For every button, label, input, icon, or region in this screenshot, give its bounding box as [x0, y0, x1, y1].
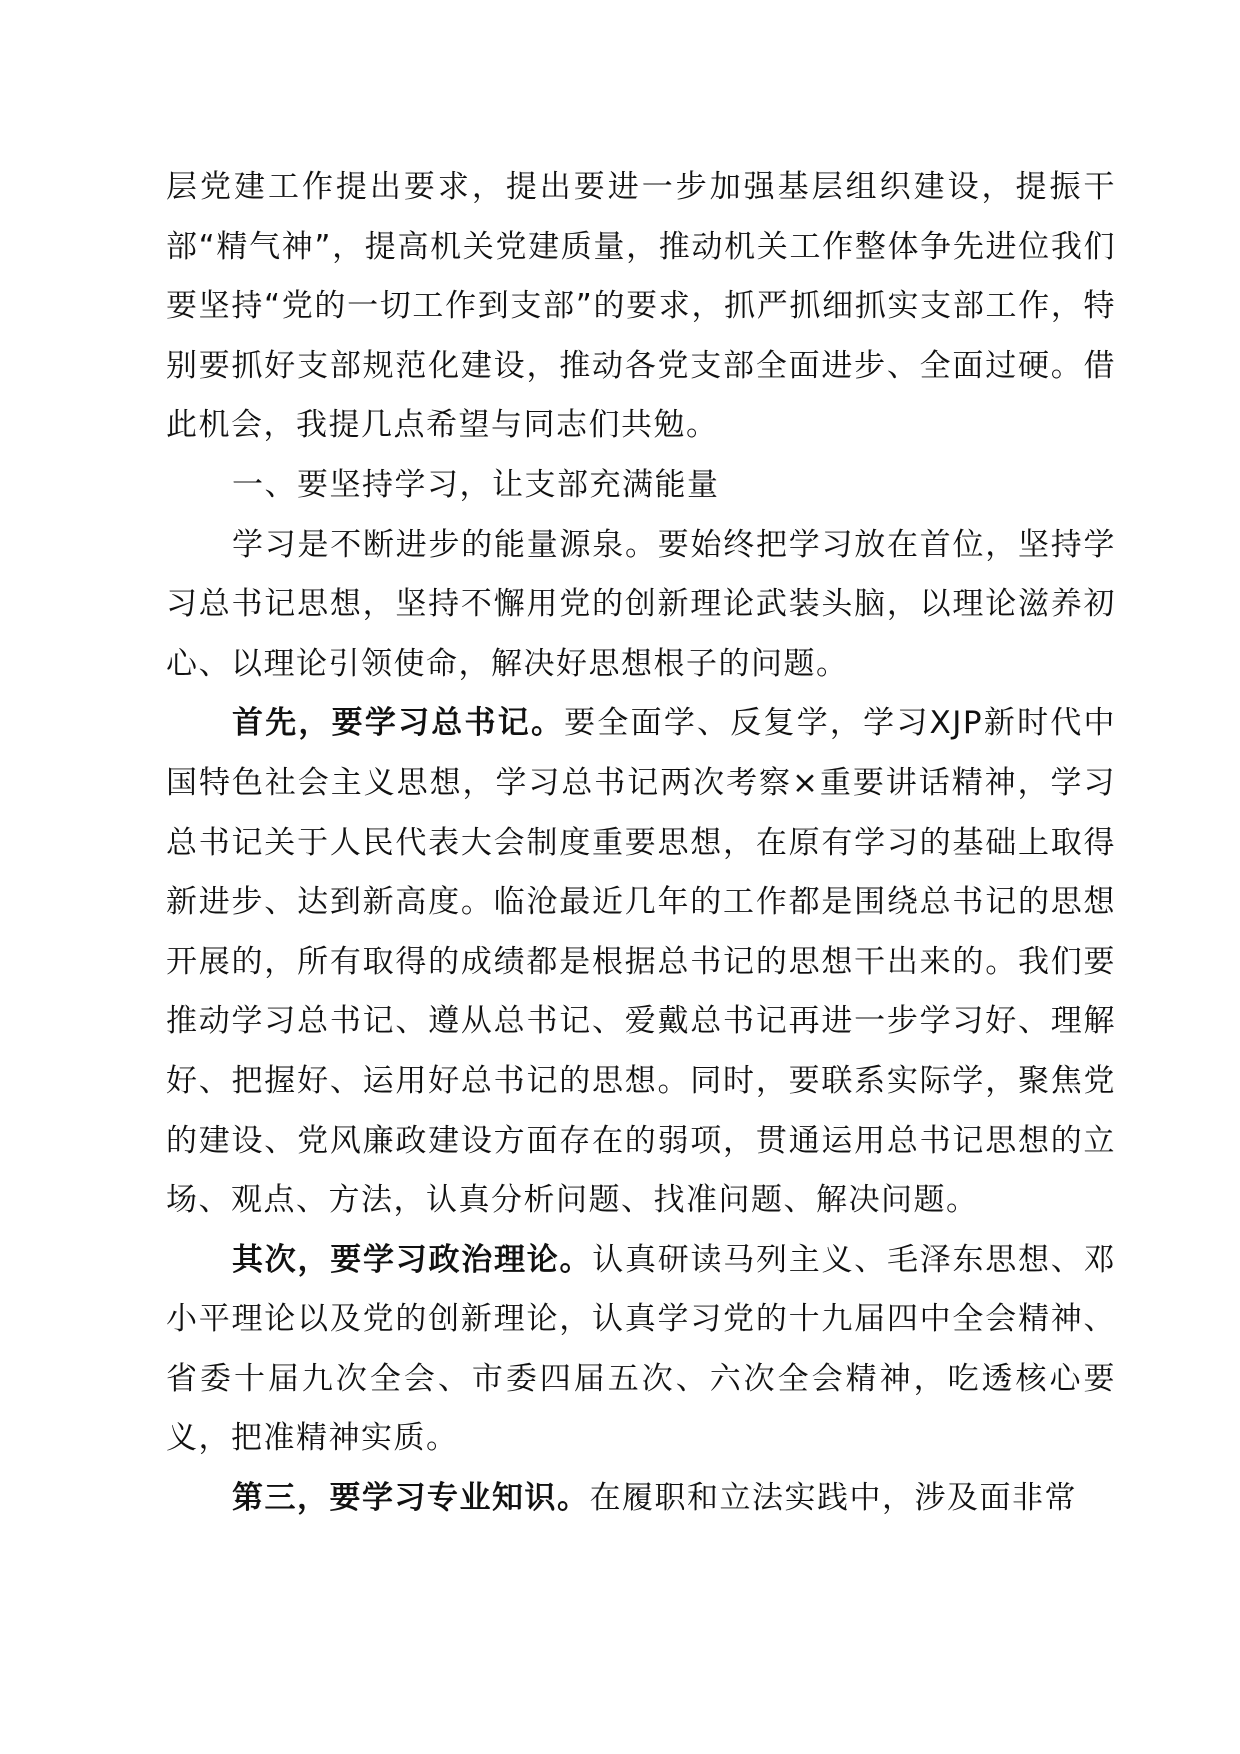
paragraph-lead: 首先，要学习总书记。 — [232, 705, 565, 742]
paragraph-text: 在履职和立法实践中，涉及面非常 — [589, 1480, 1077, 1517]
paragraph-text: 要全面学、反复学，学习XJP新时代中国特色社会主义思想，学习总书记两次考察×重要讲话精神，学习总书记关于人民代表大会制度重要思想，在原有学习的基础上取得新进步、达到新高度。临沧最近几年的工作都是围绕总书记的思想开展的，所有取得的成绩都是根据总书记的思想干出来的。我们要推动学习总书记、遵从总书记、爱戴总书记再进一步学习好、理解好、把握好、运用好总书记的思想。同时，要联系实际学，聚焦党的建设、党风廉政建设方面存在的弱项，贯通运用总书记思想的立场、观点、方法，认真分析问题、找准问题、解决问题。 — [166, 705, 1116, 1219]
paragraph-intro — [166, 516, 1116, 695]
document-body — [166, 158, 1116, 1529]
paragraph-lead: 第三，要学习专业知识。 — [232, 1480, 590, 1517]
paragraph-text: 学习是不断进步的能量源泉。要始终把学习放在首位，坚持学习总书记思想，坚持不懈用党的创新理论武装头脑，以理论滋养初心、以理论引领使命，解决好思想根子的问题。 — [166, 526, 1116, 682]
paragraph-lead: 其次，要学习政治理论。 — [232, 1241, 593, 1278]
paragraph-third-point — [166, 1469, 1116, 1529]
paragraph-first-point — [166, 694, 1116, 1230]
section-heading-text: 一、要坚持学习，让支部充满能量 — [232, 466, 720, 503]
paragraph-text: 层党建工作提出要求，提出要进一步加强基层组织建设，提振干部“精气神”，提高机关党建质量，推动机关工作整体争先进位我们要坚持“党的一切工作到支部”的要求，抓严抓细抓实支部工作，特别要抓好支部规范化建设，推动各党支部全面进步、全面过硬。借此机会，我提几点希望与同志们共勉。 — [166, 169, 1116, 444]
paragraph-continuation — [166, 158, 1116, 456]
section-heading — [166, 456, 1116, 516]
paragraph-text: 认真研读马列主义、毛泽东思想、邓小平理论以及党的创新理论，认真学习党的十九届四中全会精神、省委十届九次全会、市委四届五次、六次全会精神，吃透核心要义，把准精神实质。 — [166, 1241, 1116, 1457]
paragraph-second-point — [166, 1231, 1116, 1469]
